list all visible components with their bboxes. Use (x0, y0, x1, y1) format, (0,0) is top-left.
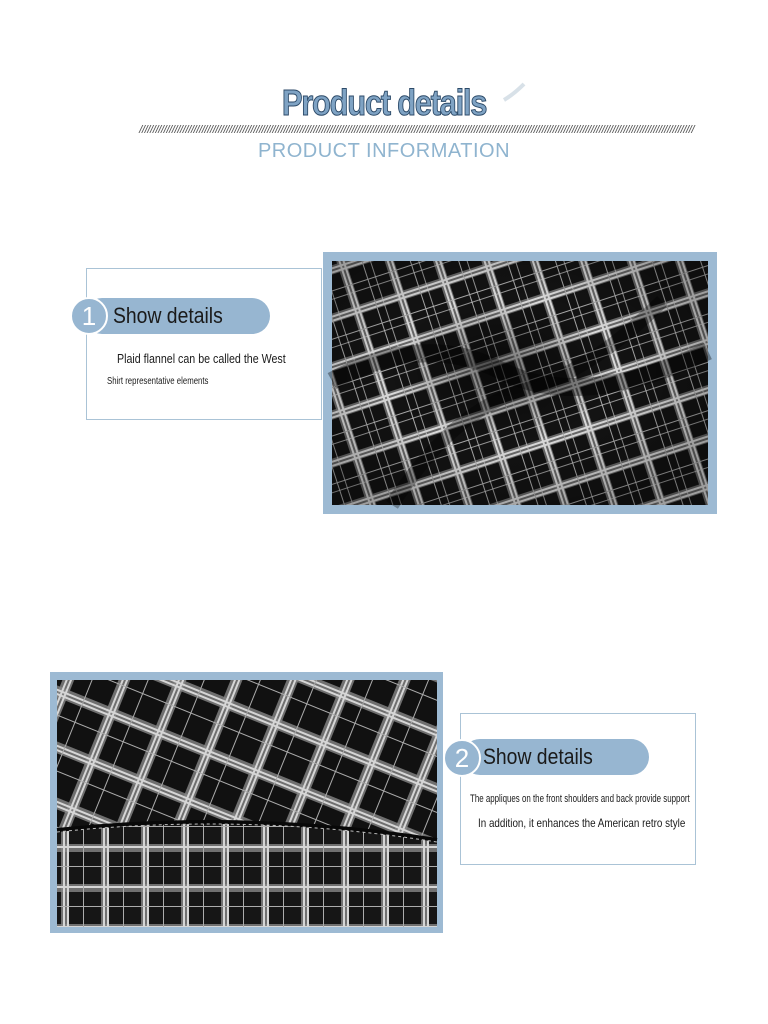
section-heading-1: Show details (113, 303, 223, 328)
heading-pill-1 (84, 298, 270, 334)
details-card-2 (460, 713, 696, 865)
divider-slashes: //////////////////////////////////////////////////////////////////////////////////////////////////////////////////////////////////////////////////////////////////////////////////////////////////////////// (138, 124, 693, 135)
section-number-badge-1: 1 (70, 297, 108, 335)
heading-pill-2 (462, 739, 649, 775)
page-subtitle: PRODUCT INFORMATION (257, 140, 511, 162)
section-heading-2: Show details (483, 744, 593, 769)
plaid-fabric-photo-1 (332, 261, 708, 505)
page-title: Product details (281, 82, 487, 123)
section-1-line-1: Plaid flannel can be called the West (117, 351, 286, 366)
section-1-line-2: Shirt representative elements (107, 376, 209, 387)
details-card-1 (86, 268, 322, 420)
decorative-swoosh (500, 80, 530, 106)
section-2-line-1: The appliques on the front shoulders and back provide support (470, 793, 690, 805)
section-number-badge-2: 2 (443, 739, 481, 777)
plaid-fabric-photo-2 (57, 680, 437, 927)
section-2-line-2: In addition, it enhances the American retro style (478, 816, 686, 830)
